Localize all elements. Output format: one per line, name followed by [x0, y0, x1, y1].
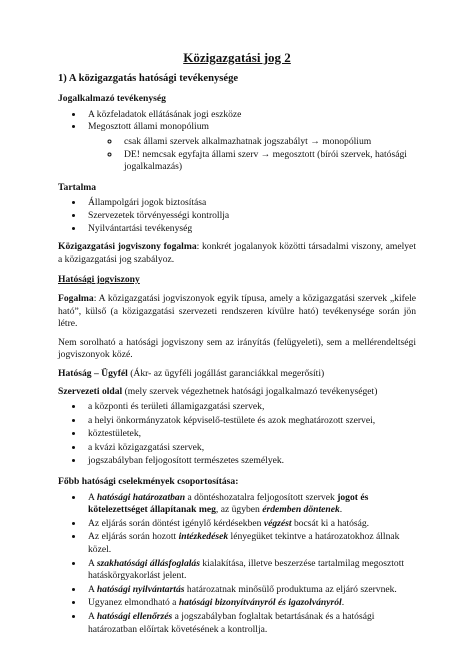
tartalma-heading: Tartalma — [58, 181, 97, 193]
jogalkalmazo-list — [58, 109, 416, 174]
list-item: • Megosztott állami monopólium ◦ csak állami szervek alkalmazhatnak jogszabályt → monopólium ◦ DE! nemcsak egyfajta állami szerv → megosztott (bírói szervek, hatósági jogalkalmazás) — [84, 121, 416, 173]
fogalma-paragraph: Fogalma: A közigazgatási jogviszonyok egyik típusa, amely a közigazgatási szervek „kifele ható”, külső (a közigazgatási szervezeti rendszeren kívülre ható) tevékenysége során jön létre. — [58, 292, 416, 330]
list-item: • Az eljárás során döntést igénylő kérdésekben végzést bocsát ki a hatóság. — [84, 518, 416, 531]
list-item: • Nyilvántartási tevékenység — [84, 223, 416, 236]
hatosag-ugyfel-paragraph: Hatóság – Ügyfél (Ákr- az ügyféli jogállást garanciákkal megerősíti) — [58, 367, 325, 379]
list-item: • A hatósági határozatban a döntéshozatalra feljogosított szervek jogot és kötelezettséget állapítanak meg, az ügyben érdemben döntenek. — [84, 492, 416, 517]
document-title: Közigazgatási jog 2 — [183, 50, 291, 65]
list-item: • a helyi önkormányzatok képviselő-testülete és azok meghatározott szervei, — [84, 415, 416, 428]
list-item: • Szervezetek törvényességi kontrollja — [84, 210, 416, 223]
sub-list — [88, 136, 416, 174]
list-item: • Az eljárás során hozott intézkedések lényegüket tekintve a határozatokhoz állnak közel. — [84, 531, 416, 556]
szervezeti-list — [58, 401, 416, 468]
sub-list-item: ◦ csak állami szervek alkalmazhatnak jogszabályt → monopólium — [120, 136, 416, 149]
list-item: • Állampolgári jogok biztosítása — [84, 197, 416, 210]
fobb-cselekmenyek-heading: Főbb hatósági cselekmények csoportosítása: — [58, 476, 239, 488]
jogalkalmazo-heading: Jogalkalmazó tevékenység — [58, 93, 166, 105]
section-heading: 1) A közigazgatás hatósági tevékenysége — [58, 72, 239, 84]
list-item: • a központi és területi államigazgatási szervek, — [84, 401, 416, 414]
fobb-list — [58, 492, 416, 637]
tartalma-list — [58, 197, 416, 235]
sub-list-item: ◦ DE! nemcsak egyfajta állami szerv → megosztott (bírói szervek, hatósági jogalkalmazás) — [120, 149, 416, 174]
list-item: • jogszabályban feljogosított természetes személyek. — [84, 455, 416, 468]
list-item: • A hatósági nyilvántartás határozatnak minősülő produktuma az eljáró szervnek. — [84, 584, 416, 597]
nem-sorolhato-paragraph: Nem sorolható a hatósági jogviszony sem az irányítás (felügyeleti), sem a mellérendeltségi jogviszonyok közé. — [58, 336, 416, 361]
list-item: • a kvázi közigazgatási szervek, — [84, 442, 416, 455]
jogviszony-definition: Közigazgatási jogviszony fogalma: konkrét jogalanyok közötti társadalmi viszony, amelyet a közigazgatási jog szabályoz. — [58, 241, 416, 265]
list-item: • Ugyanez elmondható a hatósági bizonyítványról és igazolványról. — [84, 597, 416, 610]
list-item: • A hatósági ellenőrzés a jogszabályban foglaltak betartásának és a hatósági határozatban előírtak követésének a kontrollja. — [84, 611, 416, 636]
hatosagi-jogviszony-heading: Hatósági jogviszony — [58, 274, 140, 286]
list-item: • A szakhatósági állásfoglalás kialakítása, illetve beszerzése tartalmilag megosztott hatáskörgyakorlást jelent. — [84, 558, 416, 583]
list-item: • köztestületek, — [84, 428, 416, 441]
szervezeti-oldal-paragraph: Szervezeti oldal (mely szervek végezhetnek hatósági jogalkalmazó tevékenységet) — [58, 386, 378, 398]
list-item: • A közfeladatok ellátásának jogi eszköze — [84, 109, 416, 122]
